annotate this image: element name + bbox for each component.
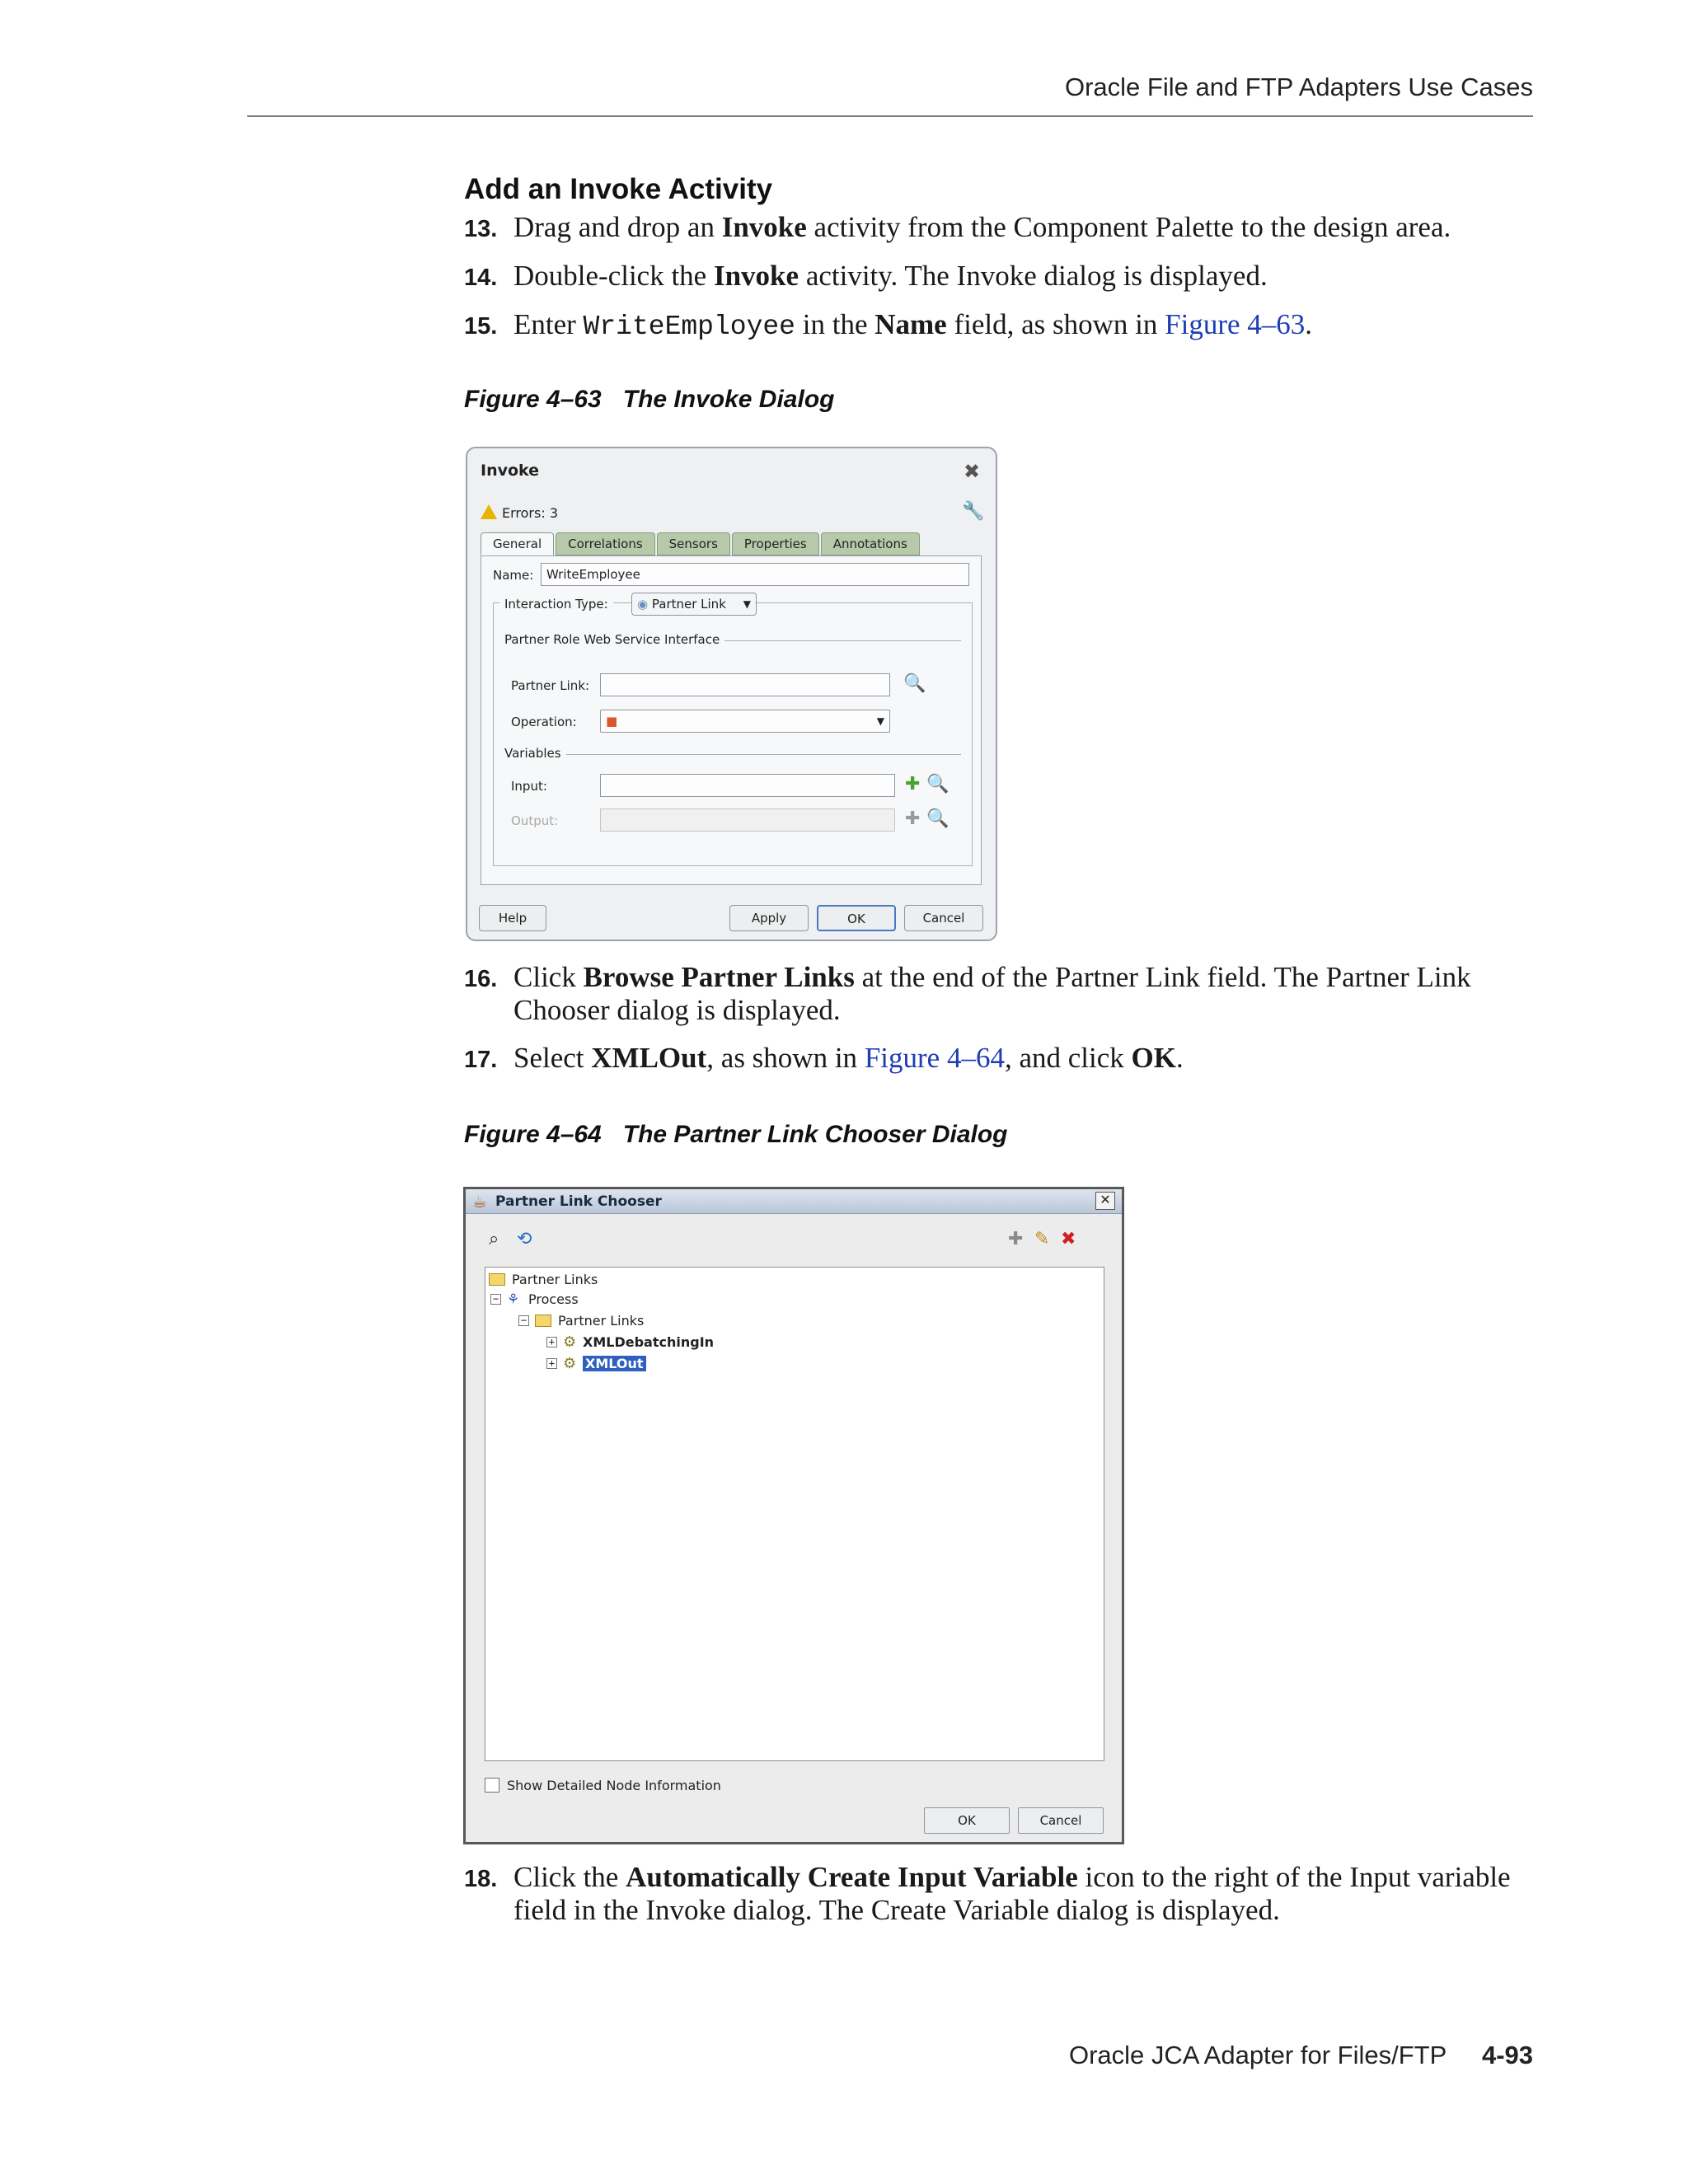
browse-output-variable-icon: 🔍 [926,808,950,829]
create-input-variable-icon[interactable]: ✚ [905,774,921,794]
add-icon[interactable]: ✚ [1008,1229,1024,1249]
title-bar [466,1189,1122,1214]
tab-sensors[interactable]: Sensors [657,532,730,555]
close-x-icon[interactable]: ✖ [964,460,981,483]
delete-icon[interactable]: ✖ [1061,1229,1076,1249]
interaction-type-legend: Interaction Type: [499,593,613,619]
step-text: Drag and drop an Invoke activity from the Component Palette to the design area. [513,211,1451,243]
interaction-type-select[interactable]: ◉ Partner Link ▼ [631,593,757,616]
step-number: 13. [464,216,498,242]
figure-caption-63: Figure 4–63 The Invoke Dialog [464,386,835,413]
browse-input-variable-icon[interactable]: 🔍 [926,774,950,794]
ok-button[interactable]: OK [817,905,896,931]
collapse-icon[interactable]: − [518,1315,529,1326]
partner-link-field[interactable] [600,673,890,696]
partner-link-icon: ⚙ [563,1333,577,1351]
step-number: 16. [464,966,498,992]
tab-bar [481,532,921,555]
tab-properties[interactable]: Properties [732,532,819,555]
step-text: Select XMLOut, as shown in Figure 4–64, and click OK. [513,1042,1184,1074]
wrench-icon[interactable]: 🔧 [962,501,985,522]
operation-icon: ■ [606,714,618,729]
header-rule [247,115,1533,117]
page-footer [247,2041,1533,2070]
tab-annotations[interactable]: Annotations [821,532,920,555]
variables-legend: Variables [499,746,566,761]
show-detailed-checkbox[interactable] [485,1778,499,1793]
output-variable-field [600,808,895,832]
apply-button[interactable]: Apply [729,905,809,931]
partner-links-tree [485,1267,1104,1761]
step-number: 15. [464,313,498,340]
help-button[interactable]: Help [479,905,546,931]
folder-icon [489,1273,505,1286]
expand-icon[interactable]: + [546,1337,557,1347]
partner-link-icon: ⚙ [563,1355,577,1372]
step-text: Click the Automatically Create Input Variable icon to the right of the Input variable field in the Invoke dialog. The Create Variable dialog is displayed. [513,1861,1511,1926]
process-icon: ⚘ [507,1291,520,1308]
refresh-icon[interactable]: ⟲ [517,1229,532,1249]
tree-node-partner-links[interactable]: Partner Links [535,1312,644,1330]
tree-node-process[interactable]: ⚘ Process [507,1291,579,1308]
java-app-icon: ☕ [472,1192,487,1212]
variables-rule [503,754,961,755]
partner-role-legend: Partner Role Web Service Interface [499,632,724,647]
close-icon[interactable]: ✕ [1095,1192,1115,1210]
binoculars-icon[interactable]: ⌕ [489,1229,499,1249]
ok-button[interactable]: OK [924,1807,1010,1834]
chevron-down-icon: ▼ [743,598,751,610]
figure-link[interactable]: Figure 4–63 [1165,308,1306,340]
dialog-title: Invoke [481,462,540,480]
show-detailed-label: Show Detailed Node Information [507,1778,721,1793]
step-number: 14. [464,265,498,291]
dialog-title: Partner Link Chooser [495,1193,662,1210]
tree-node-partner-links-root[interactable]: Partner Links [489,1271,598,1289]
general-panel [481,555,982,885]
running-header: Oracle File and FTP Adapters Use Cases [1064,73,1533,101]
footer-book-title: Oracle JCA Adapter for Files/FTP [1068,2041,1447,2069]
collapse-icon[interactable]: − [490,1294,501,1305]
step-text: Enter WriteEmployee in the Name field, as shown in Figure 4–63. [513,308,1313,342]
errors-indicator: Errors: 3 [481,504,558,521]
cancel-button[interactable]: Cancel [1018,1807,1104,1834]
tree-node-xmlout[interactable]: ⚙ XMLOut [563,1355,646,1373]
step-number: 18. [464,1866,498,1892]
page-number: 4-93 [1481,2041,1533,2069]
partner-link-icon: ◉ [637,597,649,612]
partner-link-chooser-dialog [463,1187,1124,1844]
folder-icon [535,1315,551,1327]
figure-caption-64: Figure 4–64 The Partner Link Chooser Dialog [464,1121,1008,1148]
operation-label: Operation: [511,715,577,729]
tab-general[interactable]: General [481,532,554,555]
operation-select[interactable] [600,710,890,733]
input-variable-field[interactable] [600,774,895,797]
invoke-dialog [466,447,997,941]
partner-link-label: Partner Link: [511,678,590,693]
cancel-button[interactable]: Cancel [904,905,983,931]
tree-node-xmldebatchingin[interactable]: ⚙ XMLDebatchingIn [563,1333,715,1351]
edit-pencil-icon[interactable]: ✎ [1034,1229,1050,1249]
browse-partner-links-icon[interactable]: 🔍 [903,673,926,694]
chevron-down-icon: ▼ [876,715,884,727]
name-field[interactable]: WriteEmployee [541,563,969,586]
input-label: Input: [511,779,547,794]
figure-link[interactable]: Figure 4–64 [864,1042,1005,1074]
warning-icon [481,504,497,519]
step-text: Click Browse Partner Links at the end of the Partner Link field. The Partner Link Chooser dialog is displayed. [513,961,1471,1026]
output-label: Output: [511,813,559,828]
name-label: Name: [493,568,534,583]
expand-icon[interactable]: + [546,1358,557,1369]
create-output-variable-icon: ✚ [905,808,921,829]
step-text: Double-click the Invoke activity. The Invoke dialog is displayed. [513,260,1268,292]
section-heading: Add an Invoke Activity [464,173,773,205]
tab-correlations[interactable]: Correlations [556,532,655,555]
step-number: 17. [464,1047,498,1073]
